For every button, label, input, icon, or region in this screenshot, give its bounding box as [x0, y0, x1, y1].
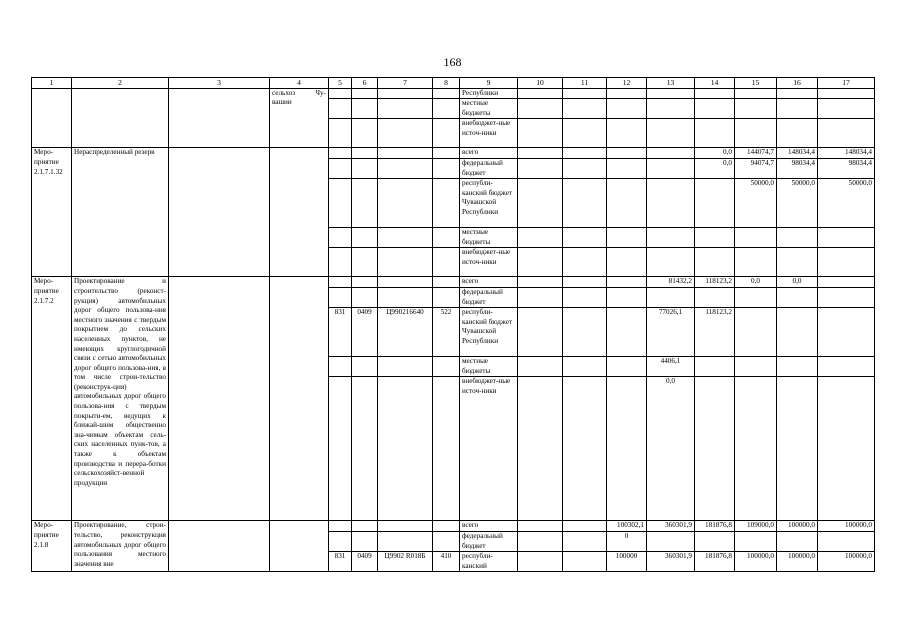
col-header: 10: [518, 78, 563, 89]
value-cell: 98034,4: [818, 158, 875, 178]
col-header: 13: [647, 78, 695, 89]
value-cell: 181876,8: [695, 552, 735, 572]
measure-code: Меро-приятие 2.1.7.1.32: [32, 148, 72, 277]
measure-code: Меро-приятие 2.1.7.2: [32, 277, 72, 521]
source-label: местные бюджеты: [460, 357, 518, 377]
value-cell: 81432,2: [647, 277, 695, 288]
code-cell: Ц990216640: [378, 308, 433, 357]
value-cell: 50000,0: [818, 179, 875, 228]
col-header: 7: [378, 78, 433, 89]
col-header: 2: [72, 78, 169, 89]
col-header: 4: [270, 78, 329, 89]
value-cell: 0,0: [695, 148, 735, 159]
header-row: [32, 78, 875, 89]
value-cell: 50000,0: [777, 179, 818, 228]
value-cell: 94074,7: [735, 158, 777, 178]
value-cell: 100000: [607, 552, 647, 572]
source-label: местные бюджеты: [460, 99, 518, 119]
value-cell: 100000,0: [818, 521, 875, 532]
col-header: 8: [433, 78, 460, 89]
col-header: 5: [329, 78, 352, 89]
table-row: [32, 88, 875, 99]
value-cell: 100000,0: [777, 521, 818, 532]
source-label: федеральный бюджет: [460, 531, 518, 551]
measure-name: Нераспределенный резерв: [72, 148, 169, 277]
source-label: внебюджет-ные источ-ники: [460, 119, 518, 148]
value-cell: 100302,1: [607, 521, 647, 532]
code-cell: 831: [329, 552, 352, 572]
source-label: федеральный бюджет: [460, 158, 518, 178]
value-cell: 0,0: [695, 158, 735, 178]
value-cell: 144074,7: [735, 148, 777, 159]
source-label: всего: [460, 521, 518, 532]
table-row: [32, 148, 875, 159]
code-cell: Ц9902 R018Б: [378, 552, 433, 572]
code-cell: 522: [433, 308, 460, 357]
source-label: всего: [460, 148, 518, 159]
value-cell: 360301,9: [647, 521, 695, 532]
value-cell: 118123,2: [695, 308, 735, 357]
col-header: 3: [169, 78, 270, 89]
source-label: республи-канский бюджет Чувашской Республики: [460, 308, 518, 357]
value-cell: 100000,0: [818, 552, 875, 572]
source-label: всего: [460, 277, 518, 288]
col-header: 11: [563, 78, 607, 89]
table-row: [32, 521, 875, 532]
value-cell: 109000,0: [735, 521, 777, 532]
cont-col4: сельхоз Чу-вашии: [270, 88, 329, 148]
col-header: 6: [352, 78, 378, 89]
source-label: Республики: [460, 88, 518, 99]
col-header: 17: [818, 78, 875, 89]
value-cell: 181876,8: [695, 521, 735, 532]
code-cell: 0409: [352, 308, 378, 357]
source-label: республи-канский бюджет Чувашской Республики: [460, 179, 518, 228]
table-row: [32, 277, 875, 288]
value-cell: 77026,1: [647, 308, 695, 357]
code-cell: 0409: [352, 552, 378, 572]
value-cell: 0,0: [647, 377, 695, 521]
source-label: внебюджет-ные источ-ники: [460, 377, 518, 521]
value-cell: 100000,0: [735, 552, 777, 572]
col-header: 12: [607, 78, 647, 89]
value-cell: 148034,4: [818, 148, 875, 159]
budget-table: [31, 77, 875, 572]
source-label: местные бюджеты: [460, 228, 518, 248]
value-cell: 0: [607, 531, 647, 551]
measure-name: Проектирование, строи-тельство, реконструкция автомобильных дорог общего пользования местного значения вне: [72, 521, 169, 572]
value-cell: 100000,0: [777, 552, 818, 572]
value-cell: 118123,2: [695, 277, 735, 288]
value-cell: 148034,4: [777, 148, 818, 159]
code-cell: 831: [329, 308, 352, 357]
col-header: 1: [32, 78, 72, 89]
source-label: федеральный бюджет: [460, 287, 518, 307]
source-label: республи-канский: [460, 552, 518, 572]
measure-name: Проектирование и строительство (реконст-рукция) автомобильных дорог общего пользова-ния местного значения с твердым покрытием до сельских населенных пунктов, не имеющих круглогодичной связи с сетью автомобильных дорог общего пользова-ния, в том числе строи-тельство (реконструк-ция) автомобильных дорог общего пользова-ния с твердым покрыти-ем, ведущих к ближай-шим общественно зна-чимым объектам сель-ских населенных пунк-тов, а также к объектам производства и перера-ботки сельскохозяйст-венной продукции: [72, 277, 169, 521]
value-cell: 0,0: [735, 277, 777, 288]
value-cell: 98034,4: [777, 158, 818, 178]
code-cell: 410: [433, 552, 460, 572]
value-cell: 360301,9: [647, 552, 695, 572]
col-header: 15: [735, 78, 777, 89]
page-number: 168: [443, 55, 462, 69]
value-cell: 4406,1: [647, 357, 695, 377]
col-header: 16: [777, 78, 818, 89]
measure-code: Меро-приятие 2.1.8: [32, 521, 72, 572]
value-cell: 50000,0: [735, 179, 777, 228]
source-label: внебюджет-ные источ-ники: [460, 248, 518, 277]
col-header: 14: [695, 78, 735, 89]
col-header: 9: [460, 78, 518, 89]
value-cell: 0,0: [777, 277, 818, 288]
